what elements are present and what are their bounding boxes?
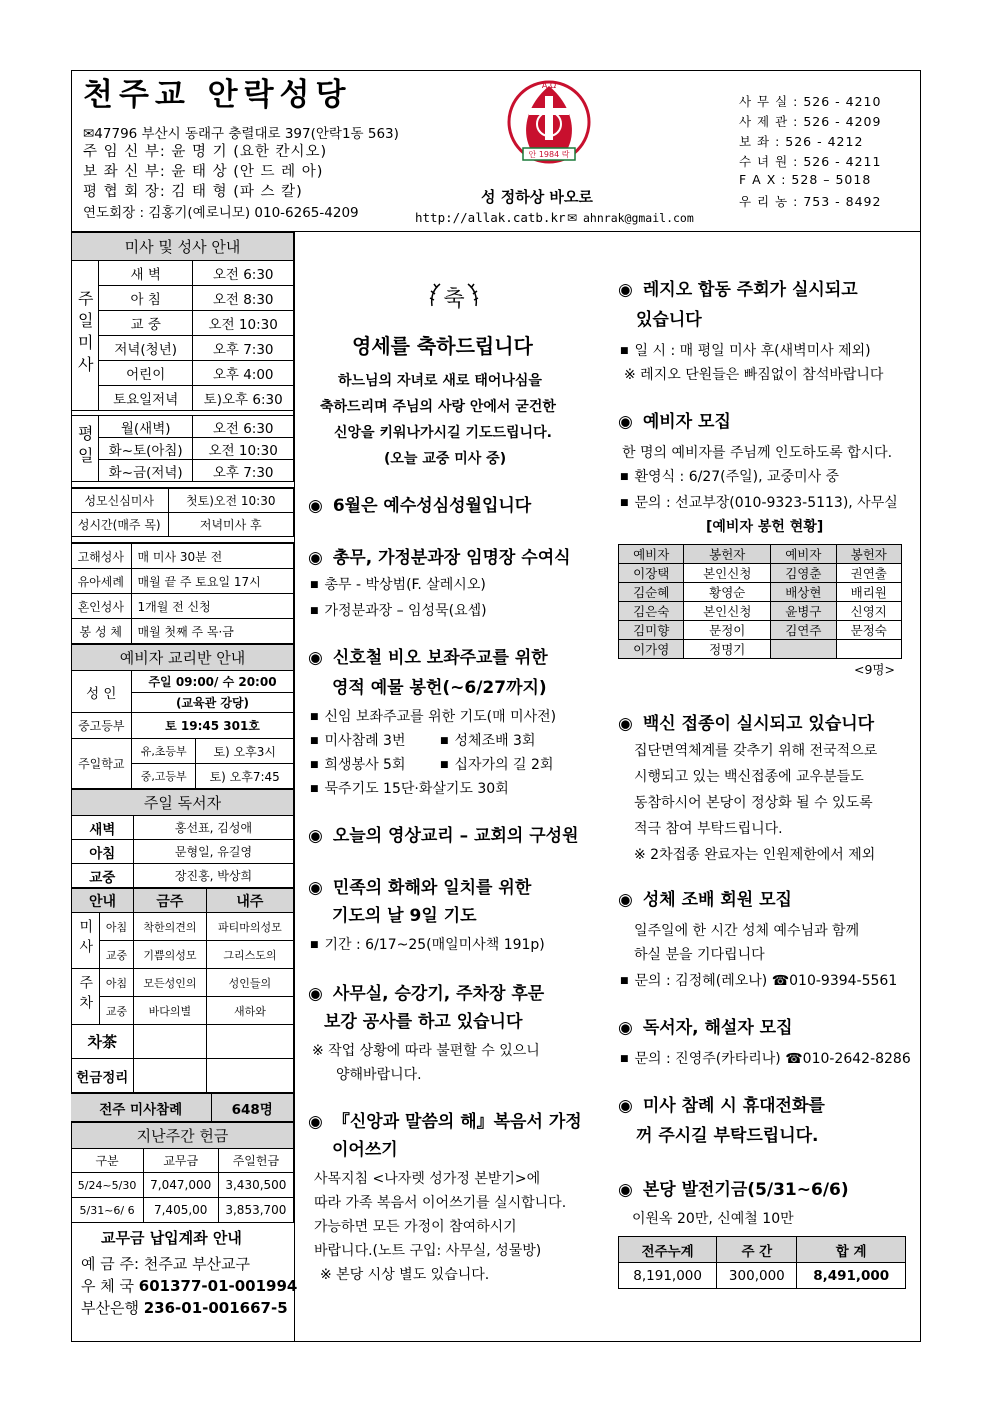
bullet-icon: ◉: [618, 280, 633, 300]
logo-bottom-text: 안 1984 락: [528, 150, 570, 159]
notice-item: 일 시 : 매 평일 미사 후(새벽미사 제외): [634, 343, 871, 359]
notice-item: 이원옥 20만, 신예철 10만: [632, 1211, 794, 1227]
mass-name: 토요일저녁: [99, 386, 193, 411]
sunday-label: 주일미사: [72, 261, 99, 411]
sacrament-name: 고해성사: [71, 544, 131, 569]
offering-col: 구분: [72, 1149, 144, 1173]
catechumen-table: [618, 544, 902, 659]
notice-item: 총무 - 박상범(F. 살레시오): [324, 577, 486, 593]
mass-name: 새 벽: [99, 261, 193, 286]
offering-table: [71, 1122, 294, 1223]
notice-heading: 민족의 화해와 일치를 위한: [332, 878, 532, 898]
youth-time: 토 19:45 301호: [132, 713, 294, 739]
grid-cell: 김연주: [771, 621, 836, 640]
notice-item: 미사참례 3번: [324, 733, 406, 749]
notice-heading: 미사 참례 시 휴대전화를: [642, 1096, 825, 1116]
fund-cumulative: 8,191,000: [619, 1263, 717, 1289]
mass-schedule-table: [71, 232, 294, 482]
sacrament-name: 봉 성 체: [71, 619, 131, 644]
sacrament-table: [71, 543, 294, 644]
account-holder: 예 금 주: 천주교 부산교구: [81, 1255, 251, 1273]
reader-mass: 교중: [72, 864, 134, 888]
offering-dues: 7,047,000: [143, 1173, 218, 1198]
notice-item: 한 명의 예비자를 주님께 인도하도록 합시다.: [622, 445, 893, 461]
music-this-week: 착한의견의: [134, 913, 207, 941]
catechism-table: [71, 644, 294, 789]
busan-bank-label: 부산은행: [81, 1299, 144, 1317]
mass-time: 오후 4:00: [193, 361, 294, 386]
fund-table: [618, 1236, 906, 1289]
grid-cell: 김순혜: [619, 583, 684, 602]
attendance-value: 648명: [211, 1094, 294, 1122]
notice-heading: 있습니다: [636, 310, 702, 330]
notice-item: 문의 : 선교부장(010-9323-5113), 사무실: [634, 495, 898, 511]
contact-assistant: 보 좌 : 526 - 4212: [739, 134, 864, 149]
notice-item: 동참하시어 본당이 정상화 될 수 있도록: [634, 795, 873, 811]
notice-item: 가능하면 모든 가정이 참여하시기: [314, 1219, 517, 1235]
notice-heading: 영적 예물 봉헌(~6/27까지): [332, 678, 547, 698]
notice-item: 신임 보좌주교를 위한 기도(매 미사전): [324, 709, 557, 725]
special-time: 저녁미사 후: [168, 513, 294, 537]
notice-item: ※ 레지오 단원들은 빠짐없이 참석바랍니다: [624, 367, 884, 383]
grid-col: 예비자: [619, 545, 684, 564]
grid-cell: 권연출: [836, 564, 901, 583]
attendance-table: [71, 1093, 294, 1122]
grid-cell: 신영지: [836, 602, 901, 621]
notice-item: 바랍니다.(노트 구입: 사무실, 성물방): [314, 1243, 542, 1259]
website[interactable]: http://allak.catb.kr: [415, 210, 566, 225]
notice-item: 성체조배 3회: [454, 733, 536, 749]
notice-item: ※ 2차접종 완료자는 인원제한에서 제외: [634, 847, 876, 863]
notice-heading: 사무실, 승강기, 주차장 후문: [332, 984, 545, 1004]
adult-time: 주일 09:00/ 수 20:00: [132, 671, 294, 693]
notice-heading: 6월은 예수성심성월입니다: [332, 496, 532, 516]
music-this-week: 모든성인의: [134, 969, 207, 997]
grid-cell: 김영춘: [771, 564, 836, 583]
seal-icon: [426, 278, 482, 318]
feast-name: 성 정하상 바오로: [481, 188, 593, 206]
offering-title: 지난주간 헌금: [72, 1123, 294, 1149]
offering-sunday: 3,430,500: [218, 1173, 293, 1198]
sacrament-name: 유아세례: [71, 569, 131, 594]
notice-item: 하실 분을 기다립니다: [634, 947, 765, 963]
mass-time: 오전 8:30: [193, 286, 294, 311]
yeondo-line: 연도회장 : 김홍기(예로니모) 010-6265-4209: [83, 205, 359, 221]
reader-mass: 새벽: [72, 816, 134, 840]
grid-cell: 이장택: [619, 564, 684, 583]
pastor-line: 주 임 신 부: 윤 명 기 (요한 칸시오): [83, 144, 328, 160]
music-col: 안내: [72, 889, 134, 913]
catechumen-title: [예비자 봉헌 현황]: [706, 519, 824, 535]
mass-title: 미사 및 성사 안내: [72, 233, 294, 261]
mass-music-label: 미사: [72, 913, 100, 969]
reader-names: 장진홍, 박상희: [134, 864, 294, 888]
account-title: 교무금 납입계좌 안내: [101, 1229, 242, 1247]
special-name: 성모신심미사: [71, 489, 168, 513]
offering-sunday: 3,853,700: [218, 1198, 293, 1223]
mass-name: 화~금(저녁): [99, 460, 193, 482]
bullet-icon: ◉: [308, 548, 323, 568]
readers-title: 주일 독서자: [72, 790, 294, 816]
elem-label: 유,초등부: [132, 739, 196, 764]
catechumen-total: <9명>: [854, 662, 895, 677]
reader-names: 홍선표, 김성애: [134, 816, 294, 840]
grid-col: 봉헌자: [836, 545, 901, 564]
bullet-icon: ◉: [308, 1112, 323, 1132]
music-next-week: 그리스도의: [206, 941, 293, 969]
choir-label: 주차: [72, 969, 100, 1025]
offering-period: 5/31~6/ 6: [72, 1198, 144, 1223]
grid-cell: 문정이: [684, 621, 771, 640]
special-name: 성시간(매주 목): [71, 513, 168, 537]
sacrament-info: 매월 끝 주 토요일 17시: [131, 569, 294, 594]
music-next-week: 새하와: [206, 997, 293, 1025]
special-time: 첫토)오전 10:30: [168, 489, 294, 513]
bullet-icon: ◉: [308, 984, 323, 1004]
notice-heading: 꺼 주시길 부탁드립니다.: [636, 1126, 819, 1146]
grid-cell: 정명기: [684, 640, 771, 659]
sacrament-info: 매월 첫째 주 목·금: [131, 619, 294, 644]
mass-name: 월(새벽): [99, 416, 193, 438]
music-this-week: 기쁨의성모: [134, 941, 207, 969]
bullet-icon: ◉: [618, 1180, 633, 1200]
mass-time: 토)오후 6:30: [193, 386, 294, 411]
notice-item: 양해바랍니다.: [336, 1067, 422, 1083]
notice-heading: 신호철 비오 보좌주교를 위한: [332, 648, 548, 668]
notice-heading: 본당 발전기금(5/31~6/6): [642, 1180, 849, 1200]
attendance-label: 전주 미사참례: [71, 1094, 211, 1122]
notice-item: 따라 가족 복음서 이어쓰기를 실시합니다.: [314, 1195, 567, 1211]
notice-item: 가정분과장 – 임성묵(요셉): [324, 603, 487, 619]
grid-cell: 황영순: [684, 583, 771, 602]
left-sidebar: [71, 232, 298, 1342]
elem-time: 토) 오후3시: [196, 739, 294, 764]
mass-time: 오전 6:30: [193, 261, 294, 286]
notice-heading: 오늘의 영상교리 – 교회의 구성원: [332, 826, 579, 846]
notice-heading: 백신 접종이 실시되고 있습니다: [642, 714, 875, 734]
grid-cell: 이가영: [619, 640, 684, 659]
grid-cell: 본인신청: [684, 564, 771, 583]
grid-col: 예비자: [771, 545, 836, 564]
grid-cell: [771, 640, 836, 659]
reader-names: 문형일, 유길영: [134, 840, 294, 864]
notice-heading: 총무, 가정분과장 임명장 수여식: [332, 548, 571, 568]
cash-label: 헌금정리: [72, 1059, 134, 1093]
bullet-icon: ◉: [308, 496, 323, 516]
middle-column: 축 영세를 축하드립니다 하느님의 자녀로 새로 태어나심을 축하드리며 주님의 사랑 안에서 굳건한 신앙을 키워나가시길 기도드립니다. (오늘 교중 미사 중) ◉ 6월은 예수성심성월입니다 ◉ 총무, 가정분과장 임명장 수여식 ■ 총무 - 박상범(F. 살레시오) ■ 가정분과장 – 임성묵(요셉) ◉ 신호철 비오 보좌주교를 위한 영적 예물 봉헌(~6/27까지) ■ 신임 보좌주교를 위한 기도(매 미사전) ■ 미사참례 3번 ■ 성체조배 3회 ■ 희생봉사 5회 ■ 십자가의 길 2회 ■ 묵주기도 15단·화살기도 30회 ◉ 오늘의 영상교리 – 교회의 구성원 ◉ 민족의 화해와 일치를 위한 기도의 날 9일 기도 ■ 기간 : 6/17~25(매일미사책 191p) ◉ 사무실, 승강기, 주차장 후문 보강 공사를 하고 있습니다 ※ 작업 상황에 따라 불편할 수 있으니 양해바랍니다. ◉ 『신앙과 말씀의 해』복음서 가정 이어쓰기 사목지침 <나자렛 성가정 본받기>에 따라 가족 복음서 이어쓰기를 실시합니다. 가능하면 모든 가정이 참여하시기 바랍니다.(노트 구입: 사무실, 성물방) ※ 본당 시상 별도 있습니다.: [298, 236, 608, 1336]
tea-label: 차茶: [72, 1025, 134, 1059]
church-logo: [505, 76, 593, 168]
email[interactable]: ahnrak@gmail.com: [583, 211, 694, 225]
contact-rectory: 사 제 관 : 526 - 4209: [739, 114, 882, 129]
catechism-title: 예비자 교리반 안내: [72, 645, 294, 671]
sunday-school-label: 주일학교: [72, 739, 132, 789]
grid-cell: 윤병구: [771, 602, 836, 621]
post-bank-label: 우 체 국: [81, 1277, 139, 1295]
grid-cell: 배상현: [771, 583, 836, 602]
notice-heading: 예비자 모집: [642, 412, 731, 432]
fund-total: 8,491,000: [797, 1263, 906, 1289]
mass-name: 저녁(청년): [99, 336, 193, 361]
grid-cell: [836, 640, 901, 659]
logo-top-text: A Ω: [541, 81, 557, 90]
bulletin-header: [71, 70, 921, 232]
grid-cell: 김은숙: [619, 602, 684, 621]
notice-item: 사목지침 <나자렛 성가정 본받기>에: [314, 1171, 541, 1187]
notice-heading: 성체 조배 회원 모집: [642, 890, 792, 910]
baptism-text: 하느님의 자녀로 새로 태어나심을: [338, 373, 542, 389]
special-mass-table: [71, 488, 294, 537]
notice-heading: 이어쓰기: [332, 1140, 398, 1160]
notice-heading: 보강 공사를 하고 있습니다: [324, 1012, 523, 1032]
mass-name: 아 침: [99, 286, 193, 311]
mass-time: 오전 10:30: [193, 311, 294, 336]
music-col: 금주: [134, 889, 207, 913]
seal-character: 축: [443, 287, 465, 312]
offering-dues: 7,405,00: [143, 1198, 218, 1223]
fund-col: 전주누계: [619, 1237, 717, 1263]
grid-cell: 김미향: [619, 621, 684, 640]
music-table: [71, 888, 294, 1093]
bullet-icon: ◉: [618, 714, 633, 734]
church-title: 천주교 안락성당: [83, 77, 352, 113]
bullet-icon: ◉: [308, 648, 323, 668]
youth-label: 중고등부: [72, 713, 132, 739]
sacrament-info: 매 미사 30분 전: [131, 544, 294, 569]
notice-item: ※ 작업 상황에 따라 불편할 수 있으니: [312, 1043, 540, 1059]
notice-heading: 기도의 날 9일 기도: [332, 906, 477, 926]
fund-weekly: 300,000: [717, 1263, 797, 1289]
adult-label: 성 인: [72, 671, 132, 713]
notice-item: 적극 참여 부탁드립니다.: [634, 821, 783, 837]
notice-heading: 독서자, 해설자 모집: [642, 1018, 793, 1038]
notice-item: 묵주기도 15단·화살기도 30회: [324, 781, 509, 797]
mid-label: 중,고등부: [132, 764, 196, 789]
adult-place: (교육관 강당): [132, 693, 294, 713]
music-next-week: 파티마의성모: [206, 913, 293, 941]
mass-time: 오후 7:30: [193, 336, 294, 361]
baptism-title: 영세를 축하드립니다: [352, 334, 533, 358]
offering-col: 주일헌금: [218, 1149, 293, 1173]
music-mass: 교중: [100, 997, 134, 1025]
weekday-label: 평일: [72, 416, 99, 482]
notice-item: 희생봉사 5회: [324, 757, 406, 773]
sacrament-info: 1개월 전 신청: [131, 594, 294, 619]
grid-col: 봉헌자: [684, 545, 771, 564]
council-line: 평 협 회 장: 김 태 형 (파 스 칼): [83, 184, 303, 200]
notice-heading: 『신앙과 말씀의 해』복음서 가정: [332, 1112, 582, 1132]
music-mass: 아침: [100, 969, 134, 997]
bullet-icon: ◉: [618, 1018, 633, 1038]
bullet-icon: ◉: [618, 412, 633, 432]
baptism-text: (오늘 교중 미사 중): [384, 451, 507, 467]
grid-cell: 문정숙: [836, 621, 901, 640]
contact-office: 사 무 실 : 526 - 4210: [739, 94, 882, 109]
baptism-text: 신앙을 키워나가시길 기도드립니다.: [334, 425, 552, 441]
assistant-line: 보 좌 신 부: 윤 태 상 (안 드 레 아): [83, 164, 324, 180]
bullet-icon: ◉: [618, 890, 633, 910]
mail-icon: ✉: [567, 211, 578, 225]
music-col: 내주: [206, 889, 293, 913]
church-address: ✉47796 부산시 동래구 충렬대로 397(안락1동 563): [83, 126, 399, 142]
baptism-text: 축하드리며 주님의 사랑 안에서 굳건한: [320, 399, 556, 415]
grid-cell: 본인신청: [684, 602, 771, 621]
reader-mass: 아침: [72, 840, 134, 864]
bullet-icon: ◉: [308, 878, 323, 898]
notice-item: 십자가의 길 2회: [454, 757, 554, 773]
offering-col: 교무금: [143, 1149, 218, 1173]
music-mass: 아침: [100, 913, 134, 941]
mid-time: 토) 오후7:45: [196, 764, 294, 789]
contact-urinong: 우 리 농 : 753 - 8492: [739, 194, 882, 209]
contact-fax: F A X : 528 – 5018: [739, 172, 872, 187]
busan-bank-number: 236-01-001667-5: [143, 1299, 288, 1317]
right-column: ◉ 레지오 합동 주회가 실시되고 있습니다 ■ 일 시 : 매 평일 미사 후(새벽미사 제외) ※ 레지오 단원들은 빠짐없이 참석바랍니다 ◉ 예비자 모집 한 명의 예비자를 주님께 인도하도록 합시다. ■ 환영식 : 6/27(주일), 교중미사 중 ■ 문의 : 선교부장(010-9323-5113), 사무실 [예비자 봉헌 현황] 예비자 봉헌자 예비자 봉헌자 이장택 본인신청 김영춘 권연출 김순혜 황영순 배상현 배리원 김은숙 본인신청 윤병구 신영지 김미향 문정이 김연주 문정숙 이가영 정명기 <9명> ◉ 백신 접종이 실시되고 있습니다 집단면역체계를 갖추기 위해 전국적으로 시행되고 있는 백신접종에 교우분들도 동참하시어 본당이 정상화 될 수 있도록 적극 참여 부탁드립니다. ※ 2차접종 완료자는 인원제한에서 제외 ◉ 성체 조배 회원 모집 일주일에 한 시간 성체 예수님과 함께 하실 분을 기다립니다 ■ 문의 : 김정혜(레오나) ☎010-9394-5561 ◉ 독서자, 해설자 모집 ■ 문의 : 진영주(카타리나) ☎010-2642-8286 ◉ 미사 참례 시 휴대전화를 꺼 주시길 부탁드립니다. ◉ 본당 발전기금(5/31~6/6) 이원옥 20만, 신예철 10만 전주누계 주 간 합 계 8,191,000 300,000 8,491,000: [614, 236, 914, 1336]
bullet-icon: ◉: [618, 1096, 633, 1116]
fund-col: 합 계: [797, 1237, 906, 1263]
notice-item: 일주일에 한 시간 성체 예수님과 함께: [634, 923, 860, 939]
bullet-icon: ◉: [308, 826, 323, 846]
mass-time: 오전 6:30: [193, 416, 294, 438]
mass-time: 오후 7:30: [193, 460, 294, 482]
notice-item: 시행되고 있는 백신접종에 교우분들도: [634, 769, 864, 785]
mass-name: 교 중: [99, 311, 193, 336]
mass-name: 어린이: [99, 361, 193, 386]
music-mass: 교중: [100, 941, 134, 969]
offering-period: 5/24~5/30: [72, 1173, 144, 1198]
grid-cell: 배리원: [836, 583, 901, 602]
notice-item: 환영식 : 6/27(주일), 교중미사 중: [634, 469, 840, 485]
mass-time: 오전 10:30: [193, 438, 294, 460]
readers-table: [71, 789, 294, 888]
fund-col: 주 간: [717, 1237, 797, 1263]
sacrament-name: 혼인성사: [71, 594, 131, 619]
notice-item: ※ 본당 시상 별도 있습니다.: [320, 1267, 490, 1283]
notice-heading: 레지오 합동 주회가 실시되고: [642, 280, 858, 300]
account-box: [71, 1223, 298, 1323]
post-bank-number: 601377-01-001994: [138, 1277, 298, 1295]
notice-item: 문의 : 진영주(카타리나) ☎010-2642-8286: [634, 1051, 911, 1067]
notice-item: 집단면역체계를 갖추기 위해 전국적으로: [634, 743, 878, 759]
notice-item: 기간 : 6/17~25(매일미사책 191p): [324, 937, 545, 953]
mass-name: 화~토(아침): [99, 438, 193, 460]
contact-convent: 수 녀 원 : 526 - 4211: [739, 154, 882, 169]
music-next-week: 성인들의: [206, 969, 293, 997]
notice-item: 문의 : 김정혜(레오나) ☎010-9394-5561: [634, 973, 898, 989]
music-this-week: 바다의별: [134, 997, 207, 1025]
